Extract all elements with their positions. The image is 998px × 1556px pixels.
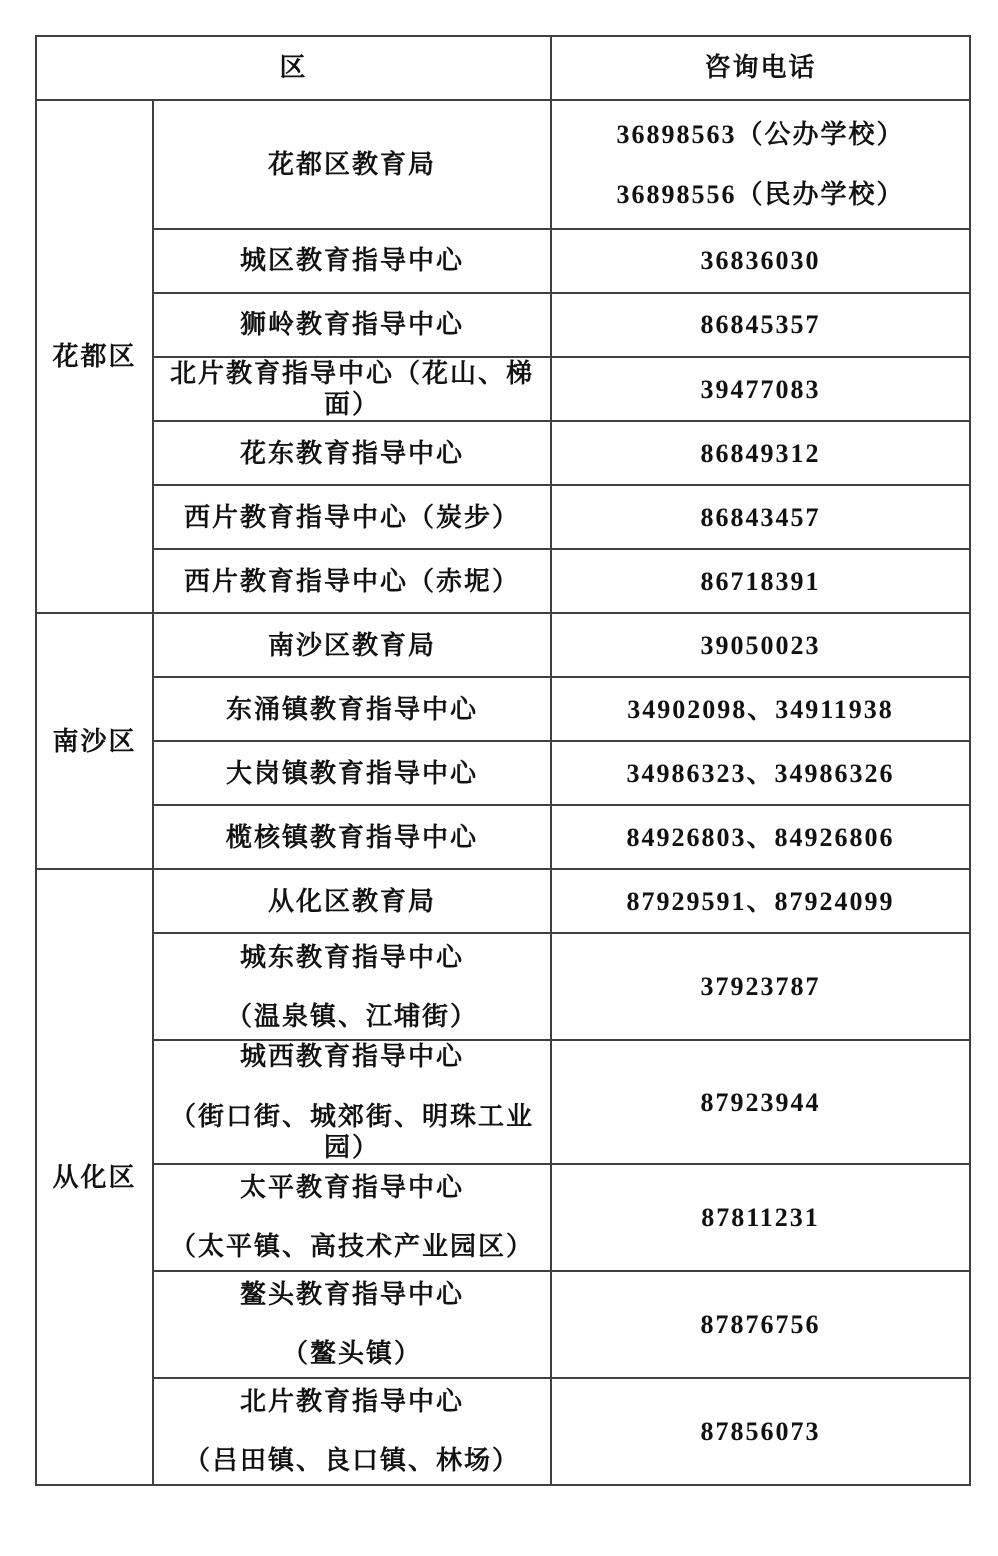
table-row: [36, 677, 970, 741]
table-row: [36, 869, 970, 933]
org-cell: 东涌镇教育指导中心: [153, 677, 551, 741]
org-line: （温泉镇、江埔街）: [226, 1001, 479, 1031]
org-line: 城西教育指导中心: [240, 1042, 465, 1072]
table-row: [36, 1271, 970, 1378]
org-line: 城东教育指导中心: [240, 942, 465, 972]
org-line: （吕田镇、良口镇、林场）: [184, 1446, 521, 1476]
header-phone: 咨询电话: [551, 36, 970, 100]
phone-cell: 84926803、84926806: [551, 805, 970, 869]
org-cell: [153, 933, 551, 1040]
org-cell: 狮岭教育指导中心: [153, 293, 551, 357]
phone-cell: 39477083: [551, 357, 970, 421]
phone-cell: 87929591、87924099: [551, 869, 970, 933]
table-header-row: [36, 36, 970, 100]
org-cell: 北片教育指导中心（花山、梯面）: [153, 357, 551, 421]
district-cell: 从化区: [36, 869, 153, 1485]
org-stack: [154, 1279, 550, 1369]
table-row: [36, 549, 970, 613]
org-cell: 城区教育指导中心: [153, 229, 551, 293]
phone-line: 36898563（公办学校）: [616, 120, 905, 150]
org-line: （街口街、城郊街、明珠工业园）: [170, 1101, 535, 1162]
table-row: [36, 805, 970, 869]
org-cell: [153, 1271, 551, 1378]
org-cell: 西片教育指导中心（赤坭）: [153, 549, 551, 613]
table-row: [36, 421, 970, 485]
table-row: [36, 1378, 970, 1485]
org-line: 太平教育指导中心: [240, 1173, 465, 1203]
phone-cell: 87876756: [551, 1271, 970, 1378]
phone-cell: 36836030: [551, 229, 970, 293]
phone-cell: 39050023: [551, 613, 970, 677]
table-row: [36, 933, 970, 1040]
table-row: [36, 741, 970, 805]
header-district: 区: [36, 36, 551, 100]
table-row: [36, 485, 970, 549]
phone-cell: 86849312: [551, 421, 970, 485]
table-row: [36, 100, 970, 229]
phone-stack: [552, 119, 969, 209]
table-row: [36, 613, 970, 677]
org-stack: [154, 942, 550, 1032]
org-cell: [153, 1040, 551, 1164]
phone-cell: 34986323、34986326: [551, 741, 970, 805]
district-cell: 花都区: [36, 100, 153, 613]
phone-cell: 87856073: [551, 1378, 970, 1485]
org-cell: [153, 1164, 551, 1271]
org-stack: [154, 1041, 550, 1163]
org-cell: 花都区教育局: [153, 100, 551, 229]
table-row: [36, 1164, 970, 1271]
district-cell: 南沙区: [36, 613, 153, 869]
phone-cell: 87811231: [551, 1164, 970, 1271]
phone-line: 36898556（民办学校）: [616, 179, 905, 209]
phone-cell: 87923944: [551, 1040, 970, 1164]
org-cell: 榄核镇教育指导中心: [153, 805, 551, 869]
phone-cell: 86718391: [551, 549, 970, 613]
table-row: [36, 229, 970, 293]
phone-cell: 86845357: [551, 293, 970, 357]
org-line: 北片教育指导中心: [240, 1387, 465, 1417]
org-cell: 南沙区教育局: [153, 613, 551, 677]
org-stack: [154, 1386, 550, 1476]
org-cell: 西片教育指导中心（炭步）: [153, 485, 551, 549]
org-line: 鳌头教育指导中心: [240, 1280, 465, 1310]
phone-cell: 86843457: [551, 485, 970, 549]
org-cell: 花东教育指导中心: [153, 421, 551, 485]
table-row: [36, 1040, 970, 1164]
phone-cell: [551, 100, 970, 229]
org-stack: [154, 1172, 550, 1262]
contact-table: [35, 35, 971, 1486]
table-row: [36, 357, 970, 421]
org-cell: 从化区教育局: [153, 869, 551, 933]
table-row: [36, 293, 970, 357]
org-cell: 大岗镇教育指导中心: [153, 741, 551, 805]
phone-cell: 34902098、34911938: [551, 677, 970, 741]
org-line: （太平镇、高技术产业园区）: [170, 1232, 535, 1262]
org-line: （鳌头镇）: [282, 1339, 423, 1369]
phone-cell: 37923787: [551, 933, 970, 1040]
org-cell: [153, 1378, 551, 1485]
